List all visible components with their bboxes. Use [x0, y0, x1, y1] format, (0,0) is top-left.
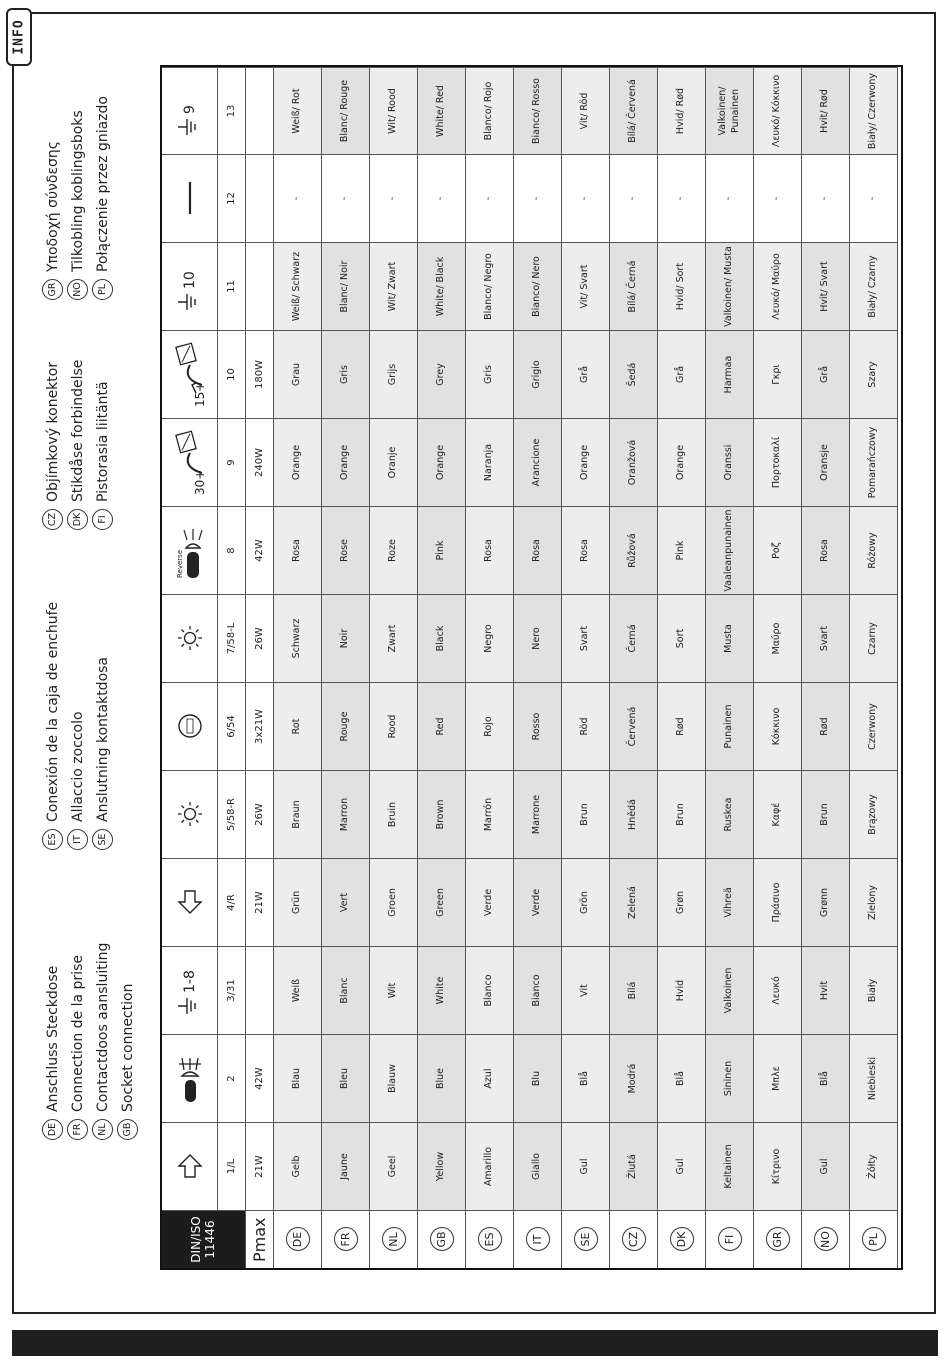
- color-cell: Verde: [514, 858, 562, 946]
- pmax-label: Pmax: [246, 1210, 274, 1268]
- legend-item-gb: [115, 943, 140, 1140]
- color-cell: Blauw: [370, 1034, 418, 1122]
- turn-left-arrow-icon: [162, 1122, 218, 1210]
- color-cell: Rosso: [514, 682, 562, 770]
- pin-number: 10: [218, 330, 246, 418]
- color-cell: Roze: [370, 506, 418, 594]
- pmax-value: [246, 946, 274, 1034]
- turn-right-arrow-icon: [162, 858, 218, 946]
- pin-number: 2: [218, 1034, 246, 1122]
- legend-column-3: [40, 360, 115, 530]
- pmax-value: [246, 67, 274, 154]
- color-cell: Růžová: [610, 506, 658, 594]
- row-header-it: [514, 1210, 562, 1268]
- color-cell: Blau: [274, 1034, 322, 1122]
- color-cell: Bianco/ Nero: [514, 242, 562, 330]
- color-cell: Grigio: [514, 330, 562, 418]
- color-cell: Orange: [418, 418, 466, 506]
- color-cell: Verde: [466, 858, 514, 946]
- color-cell: Black: [418, 594, 466, 682]
- legend-item-pl: [90, 96, 115, 300]
- color-cell: Zwart: [370, 594, 418, 682]
- color-cell: Brązowy: [850, 770, 898, 858]
- color-cell: Blanco: [466, 946, 514, 1034]
- color-cell: Niebieski: [850, 1034, 898, 1122]
- language-badge: FR: [67, 1119, 88, 1140]
- language-badge: CZ: [622, 1228, 646, 1252]
- color-cell: Weiß/ Schwarz: [274, 242, 322, 330]
- row-header-se: [562, 1210, 610, 1268]
- language-badge: SE: [92, 829, 113, 850]
- stop-light-icon: [162, 682, 218, 770]
- language-badge: GR: [42, 279, 63, 300]
- color-cell: Żółty: [850, 1122, 898, 1210]
- color-cell: Grøn: [658, 858, 706, 946]
- language-badge: DK: [67, 509, 88, 530]
- language-badge: IT: [67, 829, 88, 850]
- color-cell: Negro: [466, 594, 514, 682]
- legend-column-1: [40, 943, 140, 1140]
- legend-item-dk: [65, 360, 90, 530]
- reverse-light-icon: [162, 506, 218, 594]
- color-cell: Wit: [370, 946, 418, 1034]
- color-cell: Groen: [370, 858, 418, 946]
- color-cell: Zielony: [850, 858, 898, 946]
- color-cell: Λευκό/ Κόκκινο: [754, 67, 802, 154]
- color-cell: Vihreä: [706, 858, 754, 946]
- fog-light-icon: [162, 1034, 218, 1122]
- color-cell: Grijs: [370, 330, 418, 418]
- color-cell: Λευκό: [754, 946, 802, 1034]
- color-cell: Marron: [322, 770, 370, 858]
- row-header-gr: [754, 1210, 802, 1268]
- color-cell: Šedá: [610, 330, 658, 418]
- color-cell: Jaune: [322, 1122, 370, 1210]
- color-cell: Oranžová: [610, 418, 658, 506]
- legend-item-de: [40, 943, 65, 1140]
- color-cell: Rosa: [466, 506, 514, 594]
- tail-light-left-icon: [162, 594, 218, 682]
- legend-item-gr: [40, 96, 65, 300]
- color-cell: -: [466, 154, 514, 242]
- color-cell: Λευκό/ Μαύρο: [754, 242, 802, 330]
- color-cell: Blanco/ Negro: [466, 242, 514, 330]
- row-header-fr: [322, 1210, 370, 1268]
- color-cell: Noir: [322, 594, 370, 682]
- language-badge: GB: [117, 1119, 138, 1140]
- color-cell: Geel: [370, 1122, 418, 1210]
- color-cell: Grün: [274, 858, 322, 946]
- ignition-plus-icon: [162, 330, 218, 418]
- color-cell: Rosa: [514, 506, 562, 594]
- color-cell: Hnědá: [610, 770, 658, 858]
- color-cell: White: [418, 946, 466, 1034]
- pmax-value: [246, 154, 274, 242]
- color-cell: Sort: [658, 594, 706, 682]
- language-badge: ES: [42, 829, 63, 850]
- legend-text: Anschluss Steckdose: [44, 965, 61, 1112]
- color-cell: Bianco/ Rosso: [514, 67, 562, 154]
- color-cell: Punainen: [706, 682, 754, 770]
- legend-item-es: [40, 602, 65, 850]
- color-cell: Modrá: [610, 1034, 658, 1122]
- color-cell: Vit: [562, 946, 610, 1034]
- language-badge: GR: [766, 1228, 790, 1252]
- language-badge: DK: [670, 1228, 694, 1252]
- svg-text:10: 10: [181, 271, 198, 290]
- color-cell: Schwarz: [274, 594, 322, 682]
- color-cell: Blanc/ Rouge: [322, 67, 370, 154]
- color-cell: Gul: [802, 1122, 850, 1210]
- svg-text:30+: 30+: [192, 470, 207, 496]
- color-cell: Vit/ Svart: [562, 242, 610, 330]
- color-cell: Orange: [562, 418, 610, 506]
- color-cell: White/ Red: [418, 67, 466, 154]
- language-badge: FR: [334, 1228, 358, 1252]
- legend-text: Połączenie przez gniazdo: [94, 96, 111, 272]
- color-cell: Rød: [802, 682, 850, 770]
- color-cell: Wit/ Rood: [370, 67, 418, 154]
- color-cell: Černá: [610, 594, 658, 682]
- color-cell: Czerwony: [850, 682, 898, 770]
- color-cell: Blå: [658, 1034, 706, 1122]
- wiring-table: [160, 65, 903, 1270]
- pmax-value: 21W: [246, 1122, 274, 1210]
- color-cell: Hvit/ Rød: [802, 67, 850, 154]
- color-cell: -: [610, 154, 658, 242]
- permanent-plus-icon: [162, 418, 218, 506]
- ground-9-icon: [162, 67, 218, 154]
- color-cell: Vaaleanpunainen: [706, 506, 754, 594]
- color-cell: Naranja: [466, 418, 514, 506]
- color-cell: Γκρι: [754, 330, 802, 418]
- color-cell: Orange: [274, 418, 322, 506]
- unused-pin-icon: [162, 154, 218, 242]
- legend-text: Contactdoos aansluiting: [94, 942, 111, 1112]
- color-cell: -: [802, 154, 850, 242]
- language-badge: IT: [526, 1228, 550, 1252]
- color-cell: Gris: [322, 330, 370, 418]
- color-cell: Rot: [274, 682, 322, 770]
- table-corner-header: DIN/ISO 11446: [162, 1210, 246, 1268]
- legend-item-fi: [90, 360, 115, 530]
- pmax-value: [246, 242, 274, 330]
- color-cell: -: [562, 154, 610, 242]
- legend-item-fr: [65, 943, 90, 1140]
- color-cell: Bianco: [514, 946, 562, 1034]
- color-cell: Gul: [562, 1122, 610, 1210]
- color-cell: Musta: [706, 594, 754, 682]
- color-cell: Wit/ Zwart: [370, 242, 418, 330]
- language-badge: FI: [718, 1228, 742, 1252]
- row-header-gb: [418, 1210, 466, 1268]
- color-cell: Valkoinen/ Punainen: [706, 67, 754, 154]
- tail-light-right-icon: [162, 770, 218, 858]
- legend-text: Tilkobling koblingsboks: [69, 110, 86, 272]
- color-cell: Brun: [658, 770, 706, 858]
- row-header-de: [274, 1210, 322, 1268]
- ground-1-8-icon: [162, 946, 218, 1034]
- color-cell: Valkoinen/ Musta: [706, 242, 754, 330]
- color-cell: Grå: [658, 330, 706, 418]
- color-cell: Pink: [658, 506, 706, 594]
- color-cell: Blanc: [322, 946, 370, 1034]
- color-cell: Rosa: [562, 506, 610, 594]
- legend-text: Υποδοχή σύνδεσης: [44, 141, 61, 272]
- language-badge: GB: [430, 1228, 454, 1252]
- row-header-nl: [370, 1210, 418, 1268]
- color-cell: Braun: [274, 770, 322, 858]
- language-badge: PL: [862, 1228, 886, 1252]
- color-cell: Gelb: [274, 1122, 322, 1210]
- color-cell: Amarillo: [466, 1122, 514, 1210]
- legend-item-cz: [40, 360, 65, 530]
- row-header-no: [802, 1210, 850, 1268]
- color-cell: Καφέ: [754, 770, 802, 858]
- pmax-value: 3x21W: [246, 682, 274, 770]
- color-cell: Orange: [658, 418, 706, 506]
- pin-number: 11: [218, 242, 246, 330]
- pin-number: 4/R: [218, 858, 246, 946]
- color-cell: Rose: [322, 506, 370, 594]
- color-cell: Grau: [274, 330, 322, 418]
- color-cell: -: [850, 154, 898, 242]
- color-cell: Grønn: [802, 858, 850, 946]
- color-cell: Ροζ: [754, 506, 802, 594]
- color-cell: Nero: [514, 594, 562, 682]
- pin-number: 9: [218, 418, 246, 506]
- language-badge: FI: [92, 509, 113, 530]
- color-cell: Rosa: [802, 506, 850, 594]
- color-cell: Różowy: [850, 506, 898, 594]
- pin-number: 8: [218, 506, 246, 594]
- language-badge: NO: [814, 1228, 838, 1252]
- wiring-grid: [162, 67, 898, 1268]
- color-cell: -: [514, 154, 562, 242]
- color-cell: Hvid/ Rød: [658, 67, 706, 154]
- color-cell: Brown: [418, 770, 466, 858]
- pin-number: 13: [218, 67, 246, 154]
- row-header-es: [466, 1210, 514, 1268]
- footer-bar: [12, 1330, 938, 1356]
- color-cell: Grå: [802, 330, 850, 418]
- language-badge: SE: [574, 1228, 598, 1252]
- color-cell: Grå: [562, 330, 610, 418]
- language-badge: NL: [92, 1119, 113, 1140]
- legend-text: Socket connection: [119, 983, 136, 1112]
- color-cell: Grön: [562, 858, 610, 946]
- color-cell: Brun: [802, 770, 850, 858]
- language-badge: PL: [92, 279, 113, 300]
- color-cell: -: [754, 154, 802, 242]
- legend-item-nl: [90, 943, 115, 1140]
- color-cell: Blå: [802, 1034, 850, 1122]
- svg-text:1-8: 1-8: [181, 970, 198, 994]
- color-cell: Azul: [466, 1034, 514, 1122]
- color-cell: Žlutá: [610, 1122, 658, 1210]
- color-cell: Πορτοκαλί: [754, 418, 802, 506]
- pmax-value: 180W: [246, 330, 274, 418]
- color-cell: Rød: [658, 682, 706, 770]
- pmax-value: 26W: [246, 594, 274, 682]
- language-badge: CZ: [42, 509, 63, 530]
- color-cell: Weiß: [274, 946, 322, 1034]
- color-cell: Bílá: [610, 946, 658, 1034]
- legend-text: Allaccio zoccolo: [69, 711, 86, 822]
- color-cell: Biały/ Czerwony: [850, 67, 898, 154]
- color-cell: Gul: [658, 1122, 706, 1210]
- color-cell: Röd: [562, 682, 610, 770]
- language-badge: NO: [67, 279, 88, 300]
- legend-text: Conexión de la caja de enchufe: [44, 601, 61, 822]
- legend-text: Objímkový konektor: [44, 361, 61, 502]
- pmax-value: 42W: [246, 506, 274, 594]
- info-tab[interactable]: [6, 8, 32, 66]
- color-cell: Červená: [610, 682, 658, 770]
- color-cell: Hvid/ Sort: [658, 242, 706, 330]
- legend-text: Anslutning kontaktdosa: [94, 656, 111, 822]
- color-cell: Gris: [466, 330, 514, 418]
- color-cell: Orange: [322, 418, 370, 506]
- color-cell: Rood: [370, 682, 418, 770]
- language-badge: ES: [478, 1228, 502, 1252]
- pin-number: 5/58-R: [218, 770, 246, 858]
- color-cell: Blu: [514, 1034, 562, 1122]
- color-cell: Πράσινο: [754, 858, 802, 946]
- color-cell: Marrón: [466, 770, 514, 858]
- color-cell: Yellow: [418, 1122, 466, 1210]
- color-cell: Harmaa: [706, 330, 754, 418]
- color-cell: Blanc/ Noir: [322, 242, 370, 330]
- pin-number: 3/31: [218, 946, 246, 1034]
- legend-item-it: [65, 602, 90, 850]
- color-cell: Svart: [802, 594, 850, 682]
- color-cell: Grey: [418, 330, 466, 418]
- color-cell: Szary: [850, 330, 898, 418]
- svg-text:15+: 15+: [192, 382, 207, 408]
- color-cell: Oranssi: [706, 418, 754, 506]
- color-cell: Blanco/ Rojo: [466, 67, 514, 154]
- row-header-pl: [850, 1210, 898, 1268]
- color-cell: Blå: [562, 1034, 610, 1122]
- color-cell: Bílá/ Červená: [610, 67, 658, 154]
- info-tab-label: INFO: [11, 19, 27, 55]
- color-cell: Czarny: [850, 594, 898, 682]
- pin-number: 7/58-L: [218, 594, 246, 682]
- language-badge: NL: [382, 1228, 406, 1252]
- color-cell: Vit/ Röd: [562, 67, 610, 154]
- legend-text: Pistorasia liitäntä: [94, 381, 111, 502]
- row-header-cz: [610, 1210, 658, 1268]
- color-cell: Κόκκινο: [754, 682, 802, 770]
- pmax-value: 240W: [246, 418, 274, 506]
- color-cell: Rouge: [322, 682, 370, 770]
- color-cell: Sininen: [706, 1034, 754, 1122]
- color-cell: -: [322, 154, 370, 242]
- pmax-value: 26W: [246, 770, 274, 858]
- color-cell: Blue: [418, 1034, 466, 1122]
- legend-item-no: [65, 96, 90, 300]
- color-cell: Hvit: [802, 946, 850, 1034]
- color-cell: Κίτρινο: [754, 1122, 802, 1210]
- color-cell: Giallo: [514, 1122, 562, 1210]
- color-cell: Arancione: [514, 418, 562, 506]
- legend-text: Stikdåse forbindelse: [69, 359, 86, 502]
- color-cell: Weiß/ Rot: [274, 67, 322, 154]
- pmax-value: 21W: [246, 858, 274, 946]
- row-header-fi: [706, 1210, 754, 1268]
- color-cell: Pink: [418, 506, 466, 594]
- color-cell: -: [418, 154, 466, 242]
- color-cell: Valkoinen: [706, 946, 754, 1034]
- rotated-sheet: [30, 40, 915, 1290]
- color-cell: Brun: [562, 770, 610, 858]
- color-cell: Vert: [322, 858, 370, 946]
- legend: [40, 60, 140, 1140]
- row-header-dk: [658, 1210, 706, 1268]
- language-badge: DE: [286, 1228, 310, 1252]
- color-cell: Μπλε: [754, 1034, 802, 1122]
- color-cell: Green: [418, 858, 466, 946]
- color-cell: Bílá/ Černá: [610, 242, 658, 330]
- pmax-value: 42W: [246, 1034, 274, 1122]
- color-cell: Bleu: [322, 1034, 370, 1122]
- color-cell: Red: [418, 682, 466, 770]
- pin-number: 12: [218, 154, 246, 242]
- color-cell: Biały: [850, 946, 898, 1034]
- color-cell: Rojo: [466, 682, 514, 770]
- pin-number: 6/54: [218, 682, 246, 770]
- ground-10-icon: [162, 242, 218, 330]
- color-cell: Oranje: [370, 418, 418, 506]
- color-cell: Μαύρο: [754, 594, 802, 682]
- legend-item-se: [90, 602, 115, 850]
- legend-column-2: [40, 602, 115, 850]
- legend-text: Connection de la prise: [69, 955, 86, 1112]
- color-cell: Rosa: [274, 506, 322, 594]
- legend-column-4: [40, 96, 115, 300]
- color-cell: Hvid: [658, 946, 706, 1034]
- color-cell: -: [658, 154, 706, 242]
- color-cell: Oransje: [802, 418, 850, 506]
- color-cell: Bruin: [370, 770, 418, 858]
- color-cell: White/ Black: [418, 242, 466, 330]
- pin-number: 1/L: [218, 1122, 246, 1210]
- color-cell: Biały/ Czarny: [850, 242, 898, 330]
- color-cell: Hvit/ Svart: [802, 242, 850, 330]
- svg-text:Reverse: Reverse: [175, 550, 184, 579]
- color-cell: -: [706, 154, 754, 242]
- color-cell: Keltainen: [706, 1122, 754, 1210]
- color-cell: Pomarańczowy: [850, 418, 898, 506]
- color-cell: Zelená: [610, 858, 658, 946]
- language-badge: DE: [42, 1119, 63, 1140]
- svg-text:9: 9: [181, 105, 198, 114]
- color-cell: -: [370, 154, 418, 242]
- color-cell: -: [274, 154, 322, 242]
- color-cell: Marrone: [514, 770, 562, 858]
- color-cell: Svart: [562, 594, 610, 682]
- color-cell: Ruskea: [706, 770, 754, 858]
